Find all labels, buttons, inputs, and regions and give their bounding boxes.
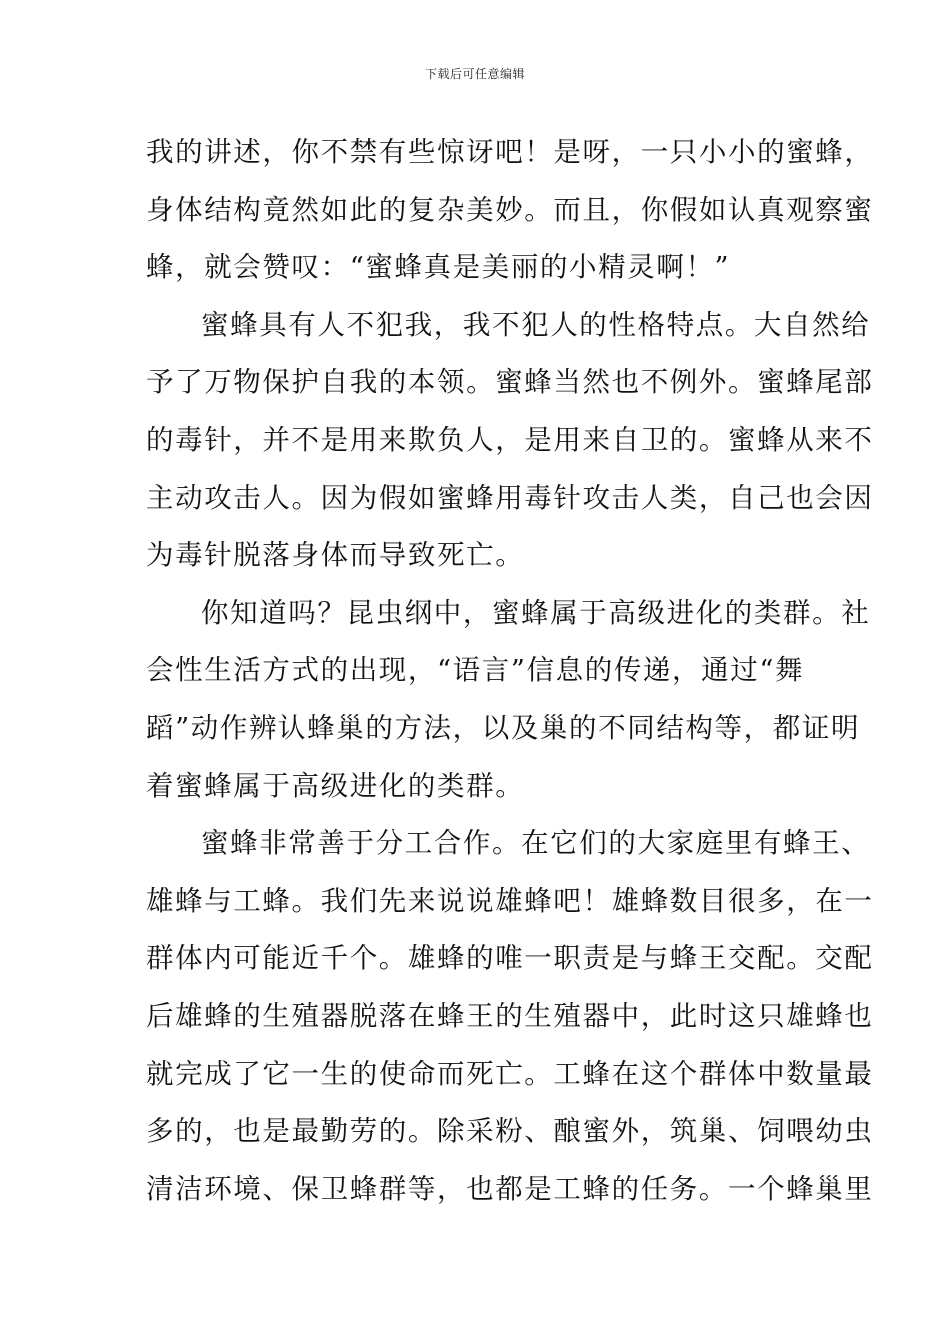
text-line: 身体结构竟然如此的复杂美妙。而且，你假如认真观察蜜 [146, 193, 874, 226]
document-body [146, 124, 874, 1218]
paragraph-first-line: 蜜蜂非常善于分工合作。在它们的大家庭里有蜂王、 [201, 827, 871, 860]
text-line: 主动攻击人。因为假如蜜蜂用毒针攻击人类，自己也会因 [146, 481, 874, 514]
text-line: 后雄蜂的生殖器脱落在蜂王的生殖器中，此时这只雄蜂也 [146, 999, 874, 1032]
text-line: 着蜜蜂属于高级进化的类群。 [146, 769, 525, 802]
paragraph-first-line: 你知道吗？昆虫纲中，蜜蜂属于高级进化的类群。社 [201, 596, 871, 629]
text-line: 予了万物保护自我的本领。蜜蜂当然也不例外。蜜蜂尾部 [146, 366, 874, 399]
page-header: 下载后可任意编辑 [424, 67, 525, 81]
text-line: 蜂，就会赞叹：“蜜蜂真是美丽的小精灵啊！” [146, 251, 731, 284]
text-line: 会性生活方式的出现，“语言”信息的传递，通过“舞 [146, 654, 805, 687]
text-line: 多的，也是最勤劳的。除采粉、酿蜜外，筑巢、饲喂幼虫 [146, 1115, 874, 1148]
text-line: 我的讲述，你不禁有些惊讶吧！是呀，一只小小的蜜蜂， [146, 136, 874, 168]
text-line: 雄蜂与工蜂。我们先来说说雄蜂吧！雄蜂数目很多，在一 [146, 884, 874, 917]
text-line: 蹈”动作辨认蜂巢的方法，以及巢的不同结构等，都证明 [146, 711, 861, 744]
text-line: 的毒针，并不是用来欺负人，是用来自卫的。蜜蜂从来不 [146, 423, 874, 456]
paragraph-first-line: 蜜蜂具有人不犯我，我不犯人的性格特点。大自然给 [201, 308, 871, 341]
text-line: 清洁环境、保卫蜂群等，也都是工蜂的任务。一个蜂巢里 [146, 1172, 874, 1205]
text-line: 就完成了它一生的使命而死亡。工蜂在这个群体中数量最 [146, 1057, 874, 1090]
text-line: 为毒针脱落身体而导致死亡。 [146, 539, 525, 572]
text-line: 群体内可能近千个。雄蜂的唯一职责是与蜂王交配。交配 [146, 942, 874, 975]
